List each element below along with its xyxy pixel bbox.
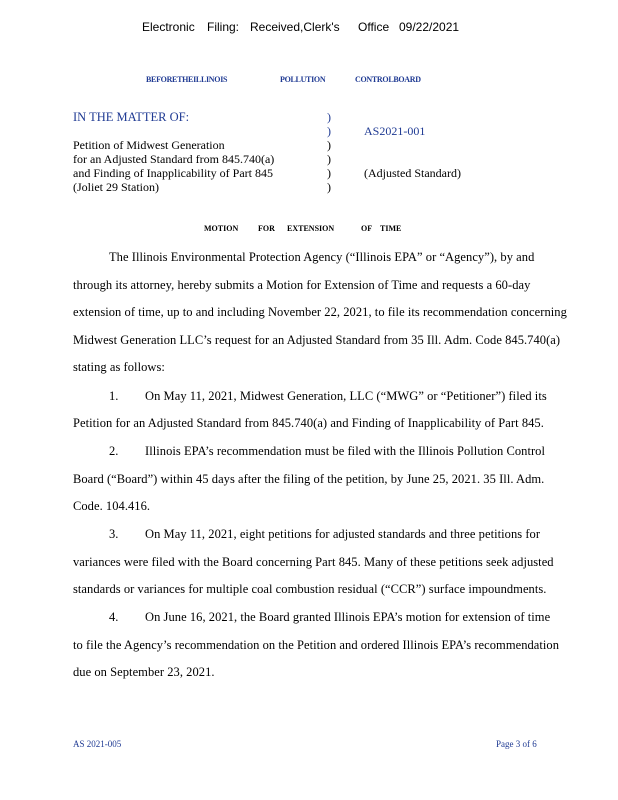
body-line: Midwest Generation LLC’s request for an Adjusted Standard from 35 Ill. Adm. Code 845.740(a) (73, 333, 561, 347)
matter-heading: IN THE MATTER OF: (73, 110, 190, 124)
body-line: extension of time, up to and including November 22, 2021, to file its recommendation concerning (73, 305, 567, 319)
stamp-electronic: Electronic (142, 20, 195, 34)
paragraph-number: 1. (109, 389, 119, 403)
caption-line: and Finding of Inapplicability of Part 845 (73, 166, 273, 180)
paren-mark: ) (327, 166, 331, 180)
board-heading-control: CONTROLBOARD (355, 75, 421, 84)
filing-stamp (0, 20, 618, 36)
body-line: On May 11, 2021, Midwest Generation, LLC (“MWG” or “Petitioner”) filed its (145, 389, 547, 403)
footer-page-number: Page 3 of 6 (496, 739, 537, 749)
body-line: On June 16, 2021, the Board granted Illinois EPA’s motion for extension of time (145, 610, 551, 624)
motion-title-word: MOTION (204, 224, 239, 233)
body-line: The Illinois Environmental Protection Agency (“Illinois EPA” or “Agency”), by and (109, 250, 535, 264)
board-heading-pollution: POLLUTION (280, 75, 326, 84)
paren-mark: ) (327, 138, 331, 152)
board-heading (0, 75, 618, 87)
motion-title-word: TIME (380, 224, 402, 233)
paren-mark: ) (327, 180, 331, 194)
body-line: Illinois EPA’s recommendation must be filed with the Illinois Pollution Control (145, 444, 546, 458)
paragraph-number: 4. (109, 610, 119, 624)
body-line: Board (“Board”) within 45 days after the filing of the petition, by June 25, 2021. 35 Ill. Adm. (73, 472, 545, 486)
body-line: variances were filed with the Board concerning Part 845. Many of these petitions seek adjusted (73, 555, 554, 569)
body-line: standards or variances for multiple coal combustion residual (“CCR”) surface impoundments. (73, 582, 547, 596)
body-line: Petition for an Adjusted Standard from 845.740(a) and Finding of Inapplicability of Part 845. (73, 416, 544, 430)
body-line: On May 11, 2021, eight petitions for adjusted standards and three petitions for (145, 527, 541, 541)
paren-mark: ) (327, 124, 331, 138)
motion-title-word: OF (361, 224, 373, 233)
caption-line: for an Adjusted Standard from 845.740(a) (73, 152, 275, 166)
stamp-date: 09/22/2021 (399, 20, 460, 34)
body-line: to file the Agency’s recommendation on the Petition and ordered Illinois EPA’s recommendation (73, 638, 560, 652)
stamp-filing: Filing: (207, 20, 240, 34)
motion-title-word: FOR (258, 224, 275, 233)
body-line: Code. 104.416. (73, 499, 151, 513)
body-line: through its attorney, hereby submits a Motion for Extension of Time and requests a 60-day (73, 278, 531, 292)
body-line: stating as follows: (73, 360, 165, 374)
caption-line: Petition of Midwest Generation (73, 138, 225, 152)
board-heading-before: BEFORETHEILLINOIS (146, 75, 228, 84)
stamp-office: Office (358, 20, 390, 34)
paren-mark: ) (327, 152, 331, 166)
case-type: (Adjusted Standard) (364, 166, 461, 180)
paragraph-number: 2. (109, 444, 119, 458)
paren-mark: ) (327, 110, 331, 124)
paragraph-number: 3. (109, 527, 119, 541)
body-line: due on September 23, 2021. (73, 665, 215, 679)
case-number: AS2021-001 (364, 124, 426, 138)
motion-title (0, 224, 618, 236)
motion-title-word: EXTENSION (287, 224, 335, 233)
caption-line: (Joliet 29 Station) (73, 180, 159, 194)
stamp-received: Received,Clerk's (250, 20, 340, 34)
footer-case-number: AS 2021-005 (73, 739, 122, 749)
